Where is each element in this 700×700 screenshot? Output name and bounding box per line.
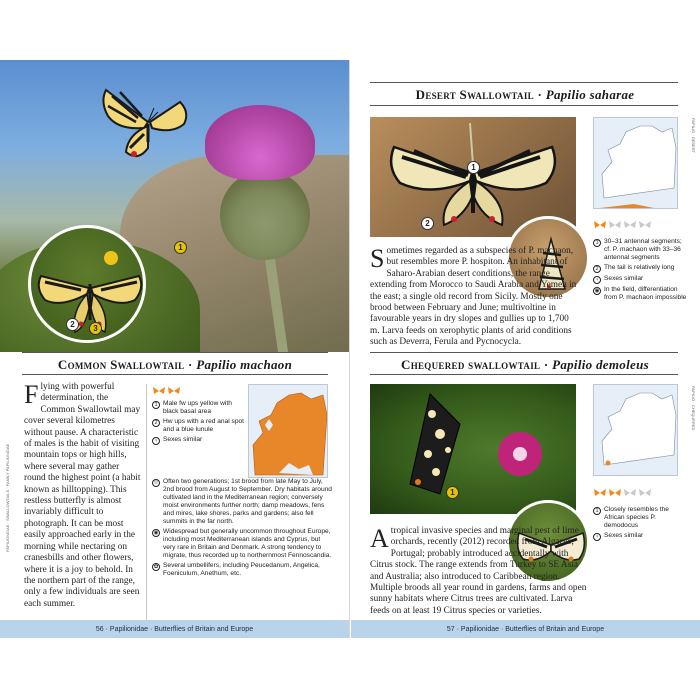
- saharae-key-item-4: [593, 286, 689, 302]
- heading-separator-demoleus: ·: [540, 357, 553, 372]
- demoleus-description: [370, 526, 592, 617]
- key-text-1: Male fw ups yellow with black basal area: [163, 400, 232, 415]
- marker-1-label: 1: [178, 243, 183, 252]
- species-heading-machaon: [0, 357, 350, 373]
- saharae-key-item-1: [593, 238, 689, 262]
- heading-rule-saharae-bottom: [370, 105, 678, 106]
- saharae-life-stage-icons: [593, 220, 652, 230]
- demoleus-marker-1: [446, 486, 459, 499]
- heading-rule-saharae-top: [370, 82, 678, 83]
- distribution-map-saharae: [593, 117, 678, 209]
- latin-name: Papilio machaon: [196, 357, 293, 372]
- saharae-description: [370, 246, 580, 349]
- marker-2: [66, 318, 79, 331]
- saharae-key-text-4: In the field, differentiation from P. machaon impossible: [604, 286, 687, 301]
- key-text-4: Often two generations; 1st brood from late May to July, 2nd brood from August to September. Dry habitats around cultivated land in the Mediterranean region; conversely moist environments further north; damp meadows, fens and mires, lake shores, parks and gardens; also fell summits in the far north.: [163, 478, 332, 525]
- running-sidebar-text: PAPILIONIDAE · SWALLOWTAILS · FAMILY PAPILIONIDAE: [5, 443, 10, 552]
- demoleus-key-text-1: Closely resembles the African species P. demodocus: [604, 506, 669, 529]
- footer-left-text: 56 · Papilionidae · Butterflies of Britain and Europe: [95, 625, 254, 633]
- key-symbol-3: ♀: [153, 437, 159, 444]
- saharae-dropcap: S: [370, 244, 385, 273]
- key-text-2: Hw ups with a red anal spot and a blue lunule: [163, 418, 244, 433]
- demoleus-key-text-2: Sexes similar: [604, 532, 644, 539]
- species-heading-demoleus: [350, 357, 700, 373]
- europe-map-machaon: [249, 385, 328, 478]
- machaon-key-lower: [152, 478, 332, 580]
- europe-map-saharae: [594, 118, 678, 209]
- distribution-map-machaon: [248, 384, 328, 478]
- saharae-key-item-3: [593, 275, 689, 284]
- demoleus-key-symbol-2: ♀: [594, 533, 600, 540]
- inset-photo-circle: [28, 225, 146, 343]
- common-name: Common Swallowtail: [57, 357, 185, 372]
- saharae-stage-icon-2: [608, 220, 622, 230]
- saharae-body-paragraph: ometimes regarded as a subspecies of P. machaon, but resembles more P. hospiton. An inhabitant of Saharo-Arabian desert conditions, the range extending from Morocco to Saudi Arabia and Yemen in the east; a single old record from Sicily. Mostly one brood between February and June; multivoltine in favourable years in dry slopes and gullies up to 1,700 m. Larva feeds on xerophytic plants of arid conditions such as Deverra, Ferula and Pycnocycla.: [370, 246, 577, 348]
- body-paragraph: lying with powerful determination, the Common Swallowtail may cover several kilometres without pause. A characteristic of males is the habit of visiting mountain tops or high hills, where several may gather round the highest point (a habit known as hilltopping). This restless butterfly is almost invariably difficult to photograph. It can be most easily approached early in the morning while nectaring on cranesbills and other flowers, where it is a joy to behold. In the northern part of the range, only a few individuals are seen each summer.: [24, 382, 141, 609]
- distribution-map-demoleus: [593, 384, 678, 476]
- saharae-marker-1-label: 1: [471, 163, 476, 172]
- footer-right-text: 57 · Papilionidae · Butterflies of Britain and Europe: [446, 625, 605, 633]
- demoleus-key: [593, 506, 689, 543]
- key-item-5: [152, 528, 332, 560]
- saharae-marker-2-label: 2: [425, 219, 430, 228]
- demoleus-life-stage-icons: [593, 488, 652, 498]
- machaon-key-upper: [152, 400, 246, 447]
- left-page: [0, 60, 350, 638]
- saharae-key-item-2: [593, 264, 689, 273]
- saharae-key: [593, 238, 689, 304]
- latin-name-saharae: Papilio saharae: [545, 87, 635, 102]
- common-swallowtail-butterfly-illustration: [98, 82, 198, 172]
- europe-map-demoleus: [594, 385, 678, 476]
- footer-right: [351, 620, 700, 638]
- key-text-5: Widespread but generally uncommon throughout Europe, including most Mediterranean islands and Cyprus, but very rare in Britain and Denmark. A strong tendency to migrate, thus recorded up to northernmost Fennoscandia.: [163, 528, 332, 559]
- adult-stage-icon: [152, 386, 166, 396]
- key-item-6: [152, 562, 332, 578]
- heading-rule-bottom: [22, 374, 328, 375]
- saharae-key-symbol-2: 2: [593, 265, 601, 273]
- demoleus-stage-icon-3: [623, 488, 637, 498]
- key-symbol-1: 1: [152, 401, 160, 409]
- heading-rule-demoleus-bottom: [370, 374, 678, 375]
- saharae-key-symbol-4: ◉: [594, 287, 600, 294]
- demoleus-body-paragraph: tropical invasive species and marginal pest of lime orchards, recently (2012) recorded from Algarve, Portugal; probably introduced accidentally with Citrus stock. The range extends from Turkey to SE Asia and Australia; also introduced to Caribbean region. Multiple broods all year round in gardens, farms and open sunny habitats where Citrus trees are cultivated. Larva feeds on at least 19 Citrus species or varieties.: [370, 526, 587, 616]
- saharae-marker-2: [421, 217, 434, 230]
- demoleus-stage-icon-2: [608, 488, 622, 498]
- demoleus-key-item-2: [593, 532, 689, 541]
- key-item-2: [152, 418, 246, 434]
- latin-name-demoleus: Papilio demoleus: [552, 357, 649, 372]
- saharae-key-text-1: 30–31 antennal segments; cf. P. machaon with 33–36 antennal segments: [604, 238, 682, 261]
- marker-3-label: 3: [93, 324, 98, 333]
- key-symbol-4: ☉: [153, 479, 159, 486]
- common-name-saharae: Desert Swallowtail: [415, 87, 534, 102]
- marker-1: [174, 241, 187, 254]
- demoleus-marker-1-label: 1: [450, 488, 455, 497]
- saharae-key-symbol-1: 1: [593, 239, 601, 247]
- saharae-stage-icon-3: [623, 220, 637, 230]
- demoleus-key-item-1: [593, 506, 689, 530]
- marker-3: [89, 322, 102, 335]
- key-text-3: Sexes similar: [163, 436, 203, 443]
- saharae-marker-1: [467, 161, 480, 174]
- heading-separator-saharae: ·: [533, 87, 546, 102]
- running-sidebar-saharae: PAPILIO · DESERT: [691, 118, 696, 153]
- key-item-3: [152, 436, 246, 445]
- demoleus-key-symbol-1: 1: [593, 507, 601, 515]
- common-name-demoleus: Chequered swallowtail: [401, 357, 541, 372]
- demoleus-stage-icon-4: [638, 488, 652, 498]
- machaon-description: [24, 382, 142, 610]
- saharae-key-text-2: The tail is relatively long: [604, 264, 675, 271]
- saharae-key-symbol-3: ♀: [594, 276, 600, 283]
- running-sidebar-demoleus: PAPILIO · CHEQUERED: [691, 386, 696, 431]
- demoleus-adult-stage-icon: [593, 488, 607, 498]
- footer-left: [0, 620, 349, 638]
- key-text-6: Several umbellifers, including Peucedanum, Angelica, Foeniculum, Anethum, etc.: [163, 562, 320, 577]
- key-symbol-5: ◉: [153, 529, 159, 536]
- chequered-swallowtail-photo: [370, 384, 576, 514]
- heading-separator: ·: [184, 357, 197, 372]
- key-symbol-2: 2: [152, 419, 160, 427]
- saharae-adult-stage-icon: [593, 220, 607, 230]
- key-symbol-6: ✿: [153, 563, 159, 570]
- heading-rule-demoleus-top: [370, 352, 678, 353]
- life-stage-icons: [152, 386, 181, 396]
- marker-2-label: 2: [70, 320, 75, 329]
- heading-rule-top: [22, 352, 328, 353]
- saharae-key-text-3: Sexes similar: [604, 275, 644, 282]
- dropcap: F: [24, 380, 39, 409]
- thistle-flower: [205, 105, 315, 180]
- swallowtail-on-thistle-photo: [0, 60, 350, 352]
- key-item-4: [152, 478, 332, 526]
- chequered-swallowtail-illustration: [370, 384, 576, 514]
- right-page: [350, 60, 700, 638]
- book-spread: [0, 60, 700, 638]
- adult-stage-icon-2: [167, 386, 181, 396]
- column-divider: [146, 384, 147, 632]
- thistle-bud: [220, 170, 310, 260]
- key-item-1: [152, 400, 246, 416]
- saharae-stage-icon-4: [638, 220, 652, 230]
- demoleus-dropcap: A: [370, 524, 389, 553]
- species-heading-saharae: [350, 87, 700, 103]
